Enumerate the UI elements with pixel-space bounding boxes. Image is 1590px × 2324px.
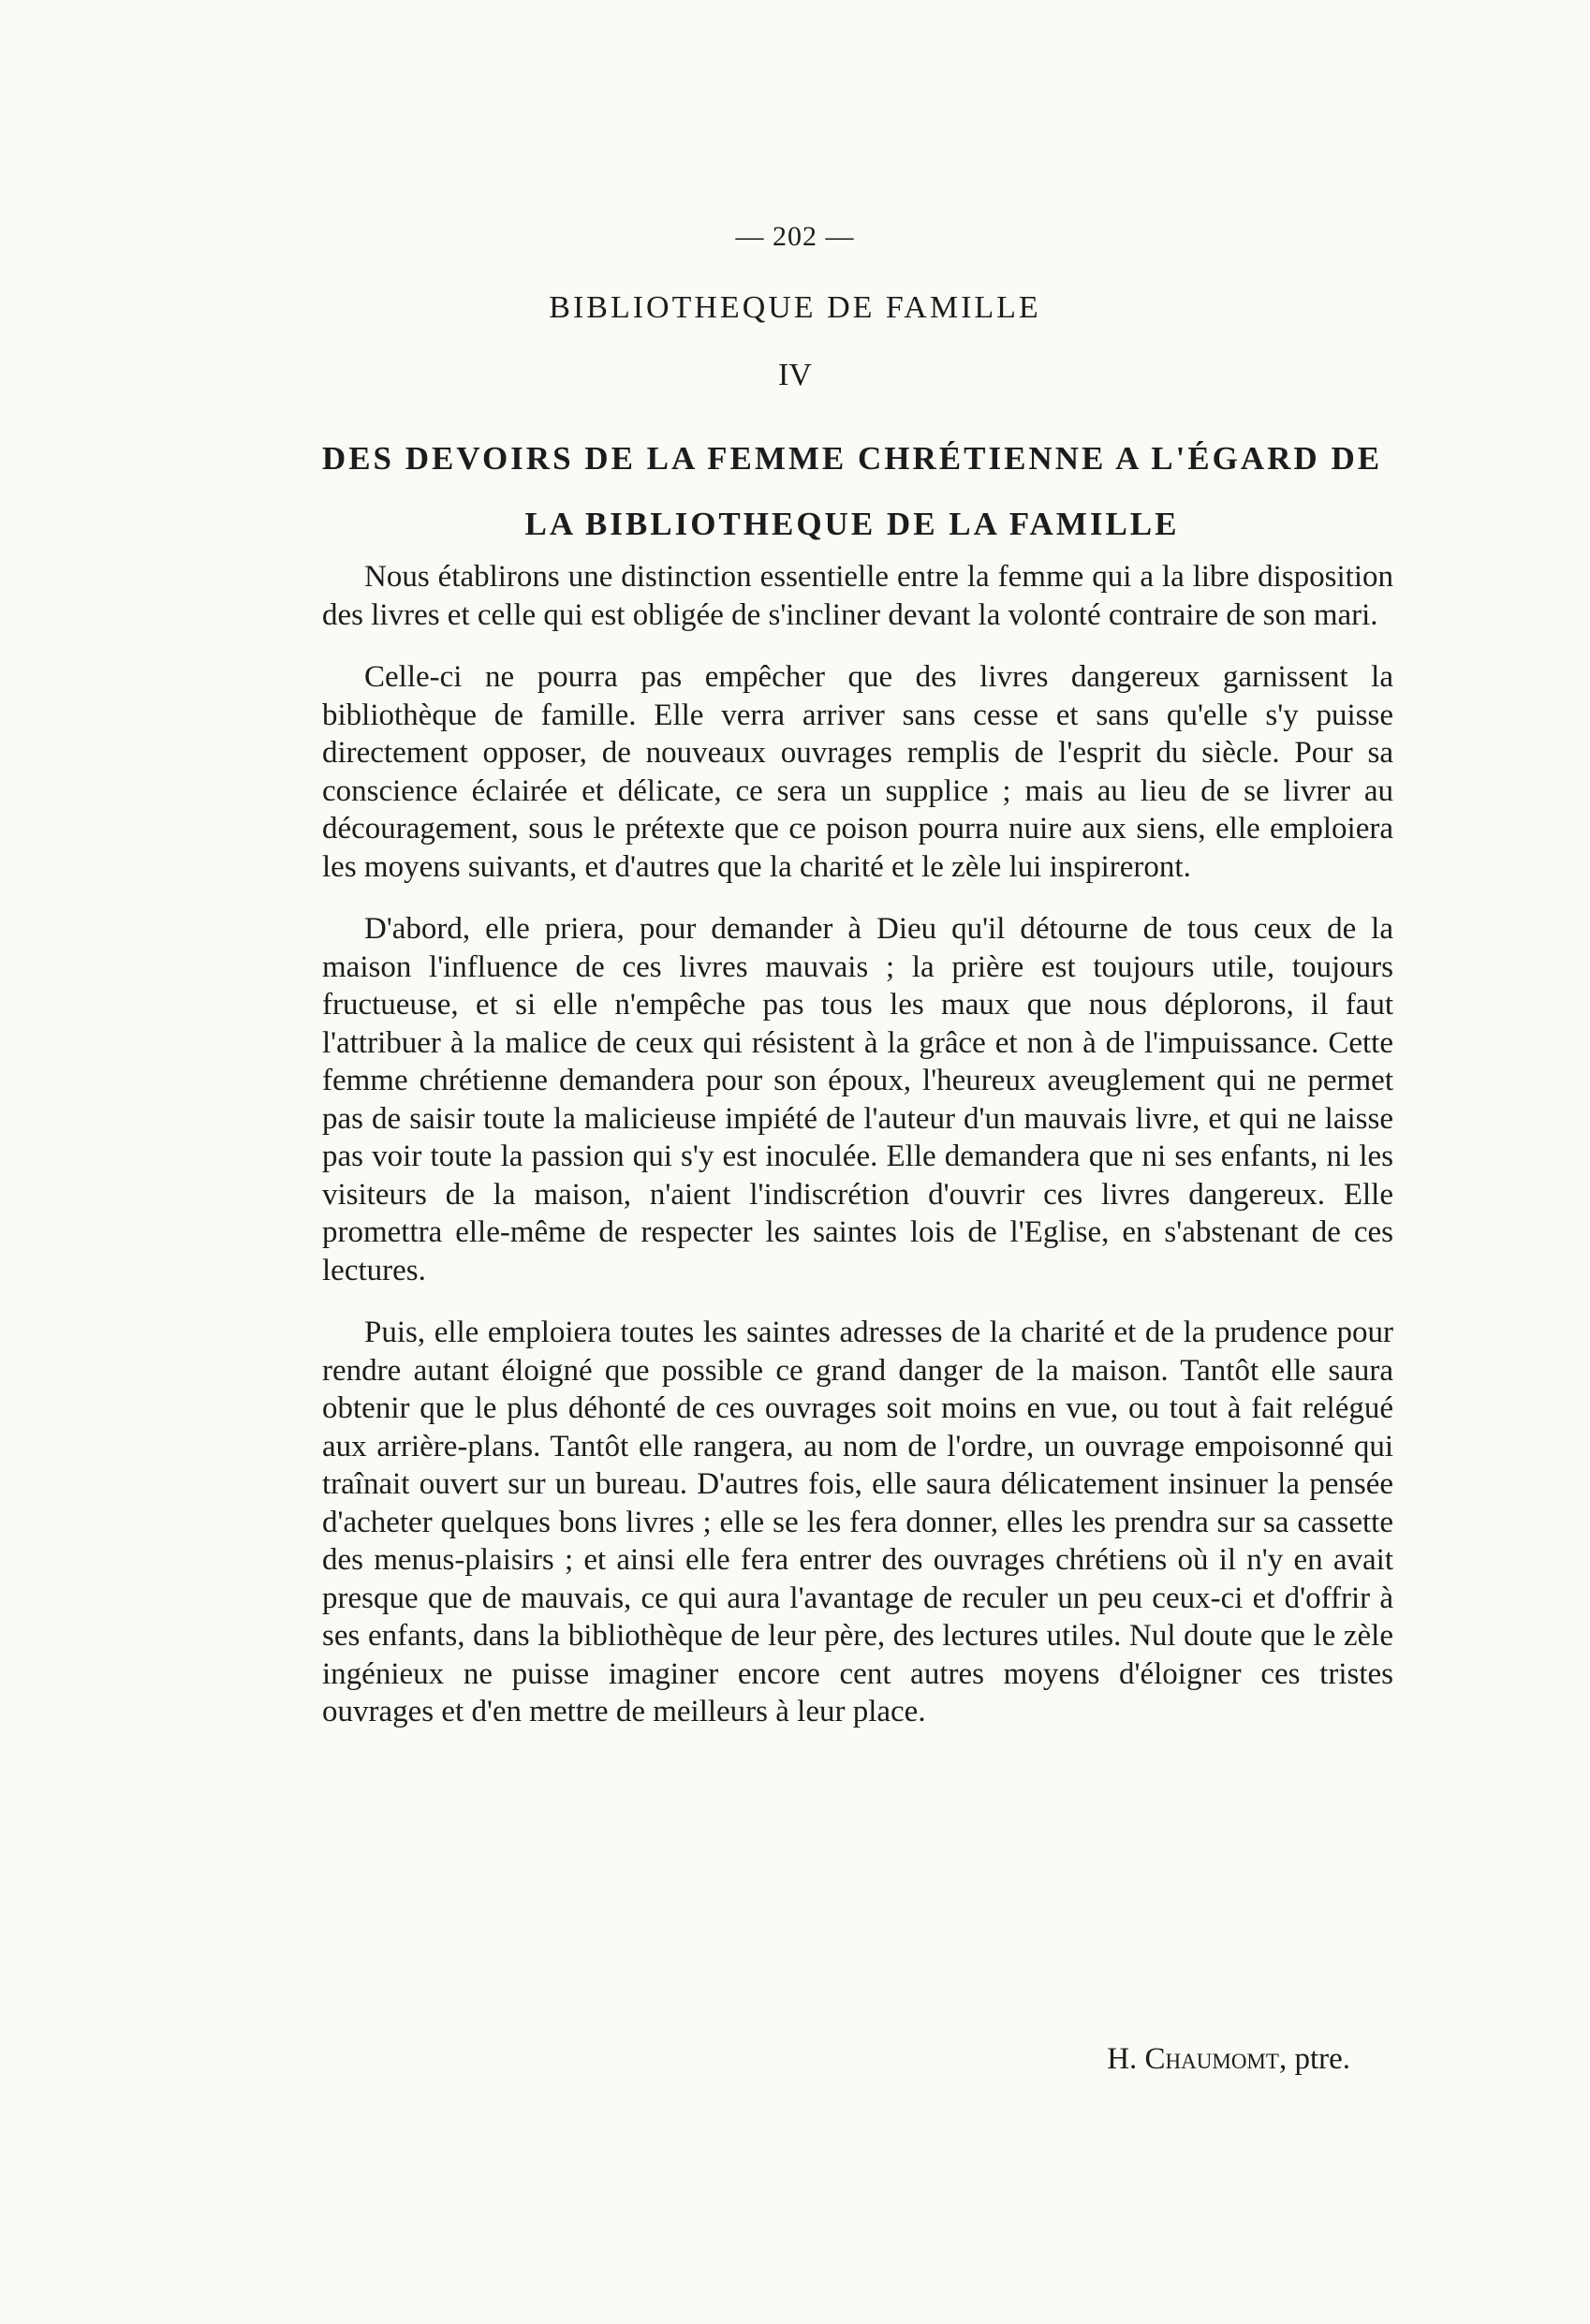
- paragraph-1: Nous établirons une distinction essentielle entre la femme qui a la libre disposition des livres et celle qui est obligée de s'incliner devant la volonté contraire de son mari.: [322, 560, 1393, 632]
- page-number: — 202 —: [735, 221, 855, 252]
- signature-suffix: , ptre.: [1278, 2042, 1350, 2076]
- paragraph-3: D'abord, elle priera, pour demander à Dieu qu'il détourne de tous ceux de la maison l'influence de ces livres mauvais ; la prière est toujours utile, toujours fructueuse, et si elle n'empêche pas tous les maux que nous déplorons, il faut l'attribuer à la malice de ceux qui résistent à la grâce et non à de l'impuissance. Cette femme chrétienne demandera pour son époux, l'heureux aveuglement qui ne permet pas de saisir toute la malicieuse impiété de l'auteur d'un mauvais livre, et qui ne laisse pas voir toute la passion qui s'y est inoculée. Elle demandera que ni ses enfants, ni les visiteurs de la maison, n'aient l'indiscrétion d'ouvrir ces livres dangereux. Elle promettra elle-même de respecter les saintes lois de l'Eglise, en s'abstenant de ces lectures.: [322, 912, 1393, 1287]
- section-title: BIBLIOTHEQUE DE FAMILLE: [549, 290, 1041, 325]
- article-body: [322, 558, 1393, 1756]
- paragraph-2: Celle-ci ne pourra pas empêcher que des livres dangereux garnissent la bibliothèque de famille. Elle verra arriver sans cesse et sans qu'elle s'y puisse directement opposer, de nouveaux ouvrages remplis de l'esprit du siècle. Pour sa conscience éclairée et délicate, ce sera un supplice ; mais au lieu de se livrer au découragement, sous le prétexte que ce poison pourra nuire aux siens, elle emploiera les moyens suivants, et d'autres que la charité et le zèle lui inspireront.: [322, 660, 1393, 884]
- paragraph-4: Puis, elle emploiera toutes les saintes adresses de la charité et de la prudence pour rendre autant éloigné que possible ce grand danger de la maison. Tantôt elle saura obtenir que le plus déhonté de ces ouvrages soit moins en vue, ou tout à fait relégué aux arrière-plans. Tantôt elle rangera, au nom de l'ordre, un ouvrage empoisonné qui traînait ouvert sur un bureau. D'autres fois, elle saura délicatement insinuer la pensée d'acheter quelques bons livres ; elle se les fera donner, elles les prendra sur sa cassette des menus-plaisirs ; et ainsi elle fera entrer des ouvrages chrétiens où il n'y en avait presque que de mauvais, ce qui aura l'avantage de reculer un peu ceux-ci et d'offrir à ses enfants, dans la bibliothèque de leur père, des lectures utiles. Nul doute que le zèle ingénieux ne puisse imaginer encore cent autres moyens d'éloigner ces tristes ouvrages et d'en mettre de meilleurs à leur place.: [322, 1316, 1393, 1728]
- section-number: IV: [778, 358, 812, 392]
- article-title: DES DEVOIRS DE LA FEMME CHRÉTIENNE A L'ÉGARD DE LA BIBLIOTHEQUE DE LA FAMILLE: [321, 440, 1383, 542]
- signature-name: Chaumomt: [1144, 2042, 1279, 2076]
- author-signature: [322, 2042, 1350, 2077]
- signature-initial: H.: [1107, 2042, 1138, 2076]
